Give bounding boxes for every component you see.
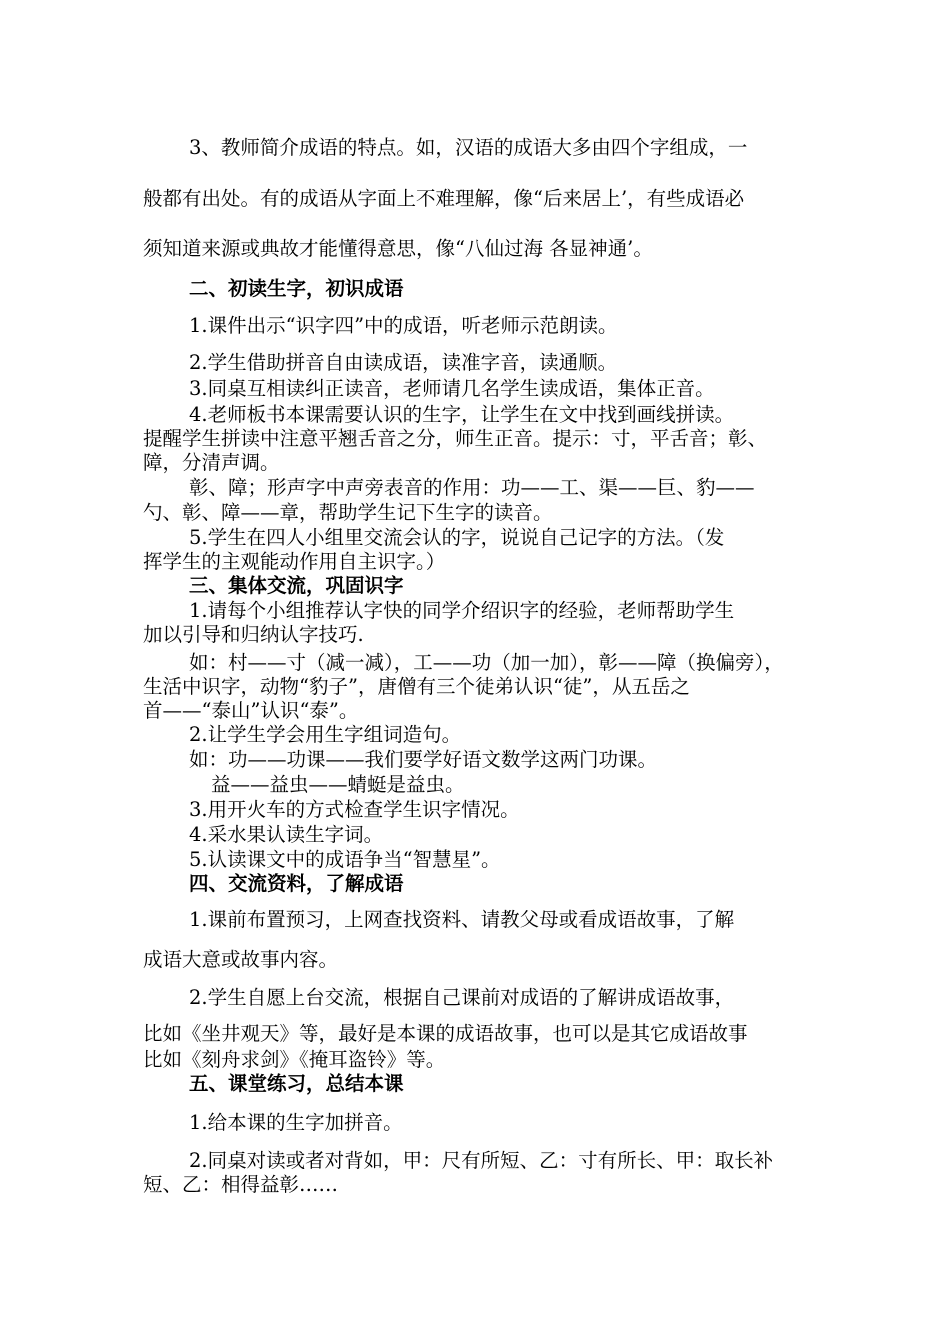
paragraph-line: 5.认读课文中的成语争当“智慧星”。: [189, 848, 501, 871]
paragraph-line: 须知道来源或典故才能懂得意思，像“八仙过海 各显神通’。: [143, 237, 653, 260]
paragraph-line: 加以引导和归纳认字技巧.: [143, 623, 364, 646]
section-heading: 五、课堂练习，总结本课: [189, 1072, 404, 1095]
paragraph-line: 1.课件出示“识字四”中的成语，听老师示范朗读。: [189, 314, 618, 337]
paragraph-line: 如：功——功课——我们要学好语文数学这两门功课。: [189, 748, 658, 771]
paragraph-line: 比如《刻舟求剑》《掩耳盗铃》等。: [143, 1048, 446, 1071]
paragraph-line: 般都有出处。有的成语从字面上不难理解，像“后来居上’，有些成语必: [143, 187, 745, 210]
paragraph-line: 勺、彰、障——章，帮助学生记下生字的读音。: [143, 501, 553, 524]
paragraph-line: 益——益虫——蜻蜓是益虫。: [211, 773, 465, 796]
paragraph-line: 2.同桌对读或者对背如，甲：尺有所短、乙：寸有所长、甲：取长补: [189, 1149, 774, 1172]
paragraph-line: 挥学生的主观能动作用自主识字。）: [143, 550, 446, 573]
paragraph-line: 2.学生借助拼音自由读成语，读准字音，读通顺。: [189, 351, 618, 374]
paragraph-line: 3.用开火车的方式检查学生识字情况。: [189, 798, 520, 821]
paragraph-line: 1.给本课的生字加拼音。: [189, 1111, 403, 1134]
paragraph-line: 首——“泰山”认识“泰”。: [143, 699, 359, 722]
paragraph-line: 提醒学生拼读中注意平翘舌音之分，师生正音。提示：寸，平舌音；彰、: [143, 427, 768, 450]
paragraph-line: 2.让学生学会用生字组词造句。: [189, 723, 462, 746]
section-heading: 二、初读生字，初识成语: [189, 277, 404, 300]
paragraph-line: 成语大意或故事内容。: [143, 948, 339, 971]
paragraph-line: 如：村——寸（减一减），工——功（加一加），彰——障（换偏旁），: [189, 651, 784, 674]
paragraph-line: 障，分清声调。: [143, 451, 280, 474]
paragraph-line: 比如《坐井观天》等，最好是本课的成语故事，也可以是其它成语故事: [143, 1022, 748, 1045]
paragraph-line: 4.采水果认读生字词。: [189, 823, 384, 846]
section-heading: 三、集体交流，巩固识字: [189, 574, 404, 597]
paragraph-line: 4.老师板书本课需要认识的生字，让学生在文中找到画线拼读。: [189, 403, 735, 426]
section-heading: 四、交流资料，了解成语: [189, 872, 404, 895]
paragraph-line: 生活中识字，动物“豹子”，唐僧有三个徒弟认识“徒”，从五岳之: [143, 675, 690, 698]
paragraph-line: 5.学生在四人小组里交流会认的字，说说自己记字的方法。（发: [189, 526, 725, 549]
paragraph-line: 2.学生自愿上台交流，根据自己课前对成语的了解讲成语故事，: [189, 986, 735, 1009]
paragraph-line: 3、教师简介成语的特点。如，汉语的成语大多由四个字组成，一: [189, 136, 748, 159]
paragraph-line: 1.请每个小组推荐认字快的同学介绍识字的经验，老师帮助学生: [189, 599, 735, 622]
paragraph-line: 3.同桌互相读纠正读音，老师请几名学生读成语，集体正音。: [189, 377, 715, 400]
paragraph-line: 彰、障；形声字中声旁表音的作用：功——工、渠——巨、豹——: [189, 476, 755, 499]
paragraph-line: 短、乙：相得益彰……: [143, 1173, 339, 1196]
paragraph-line: 1.课前布置预习，上网查找资料、请教父母或看成语故事，了解: [189, 908, 735, 931]
